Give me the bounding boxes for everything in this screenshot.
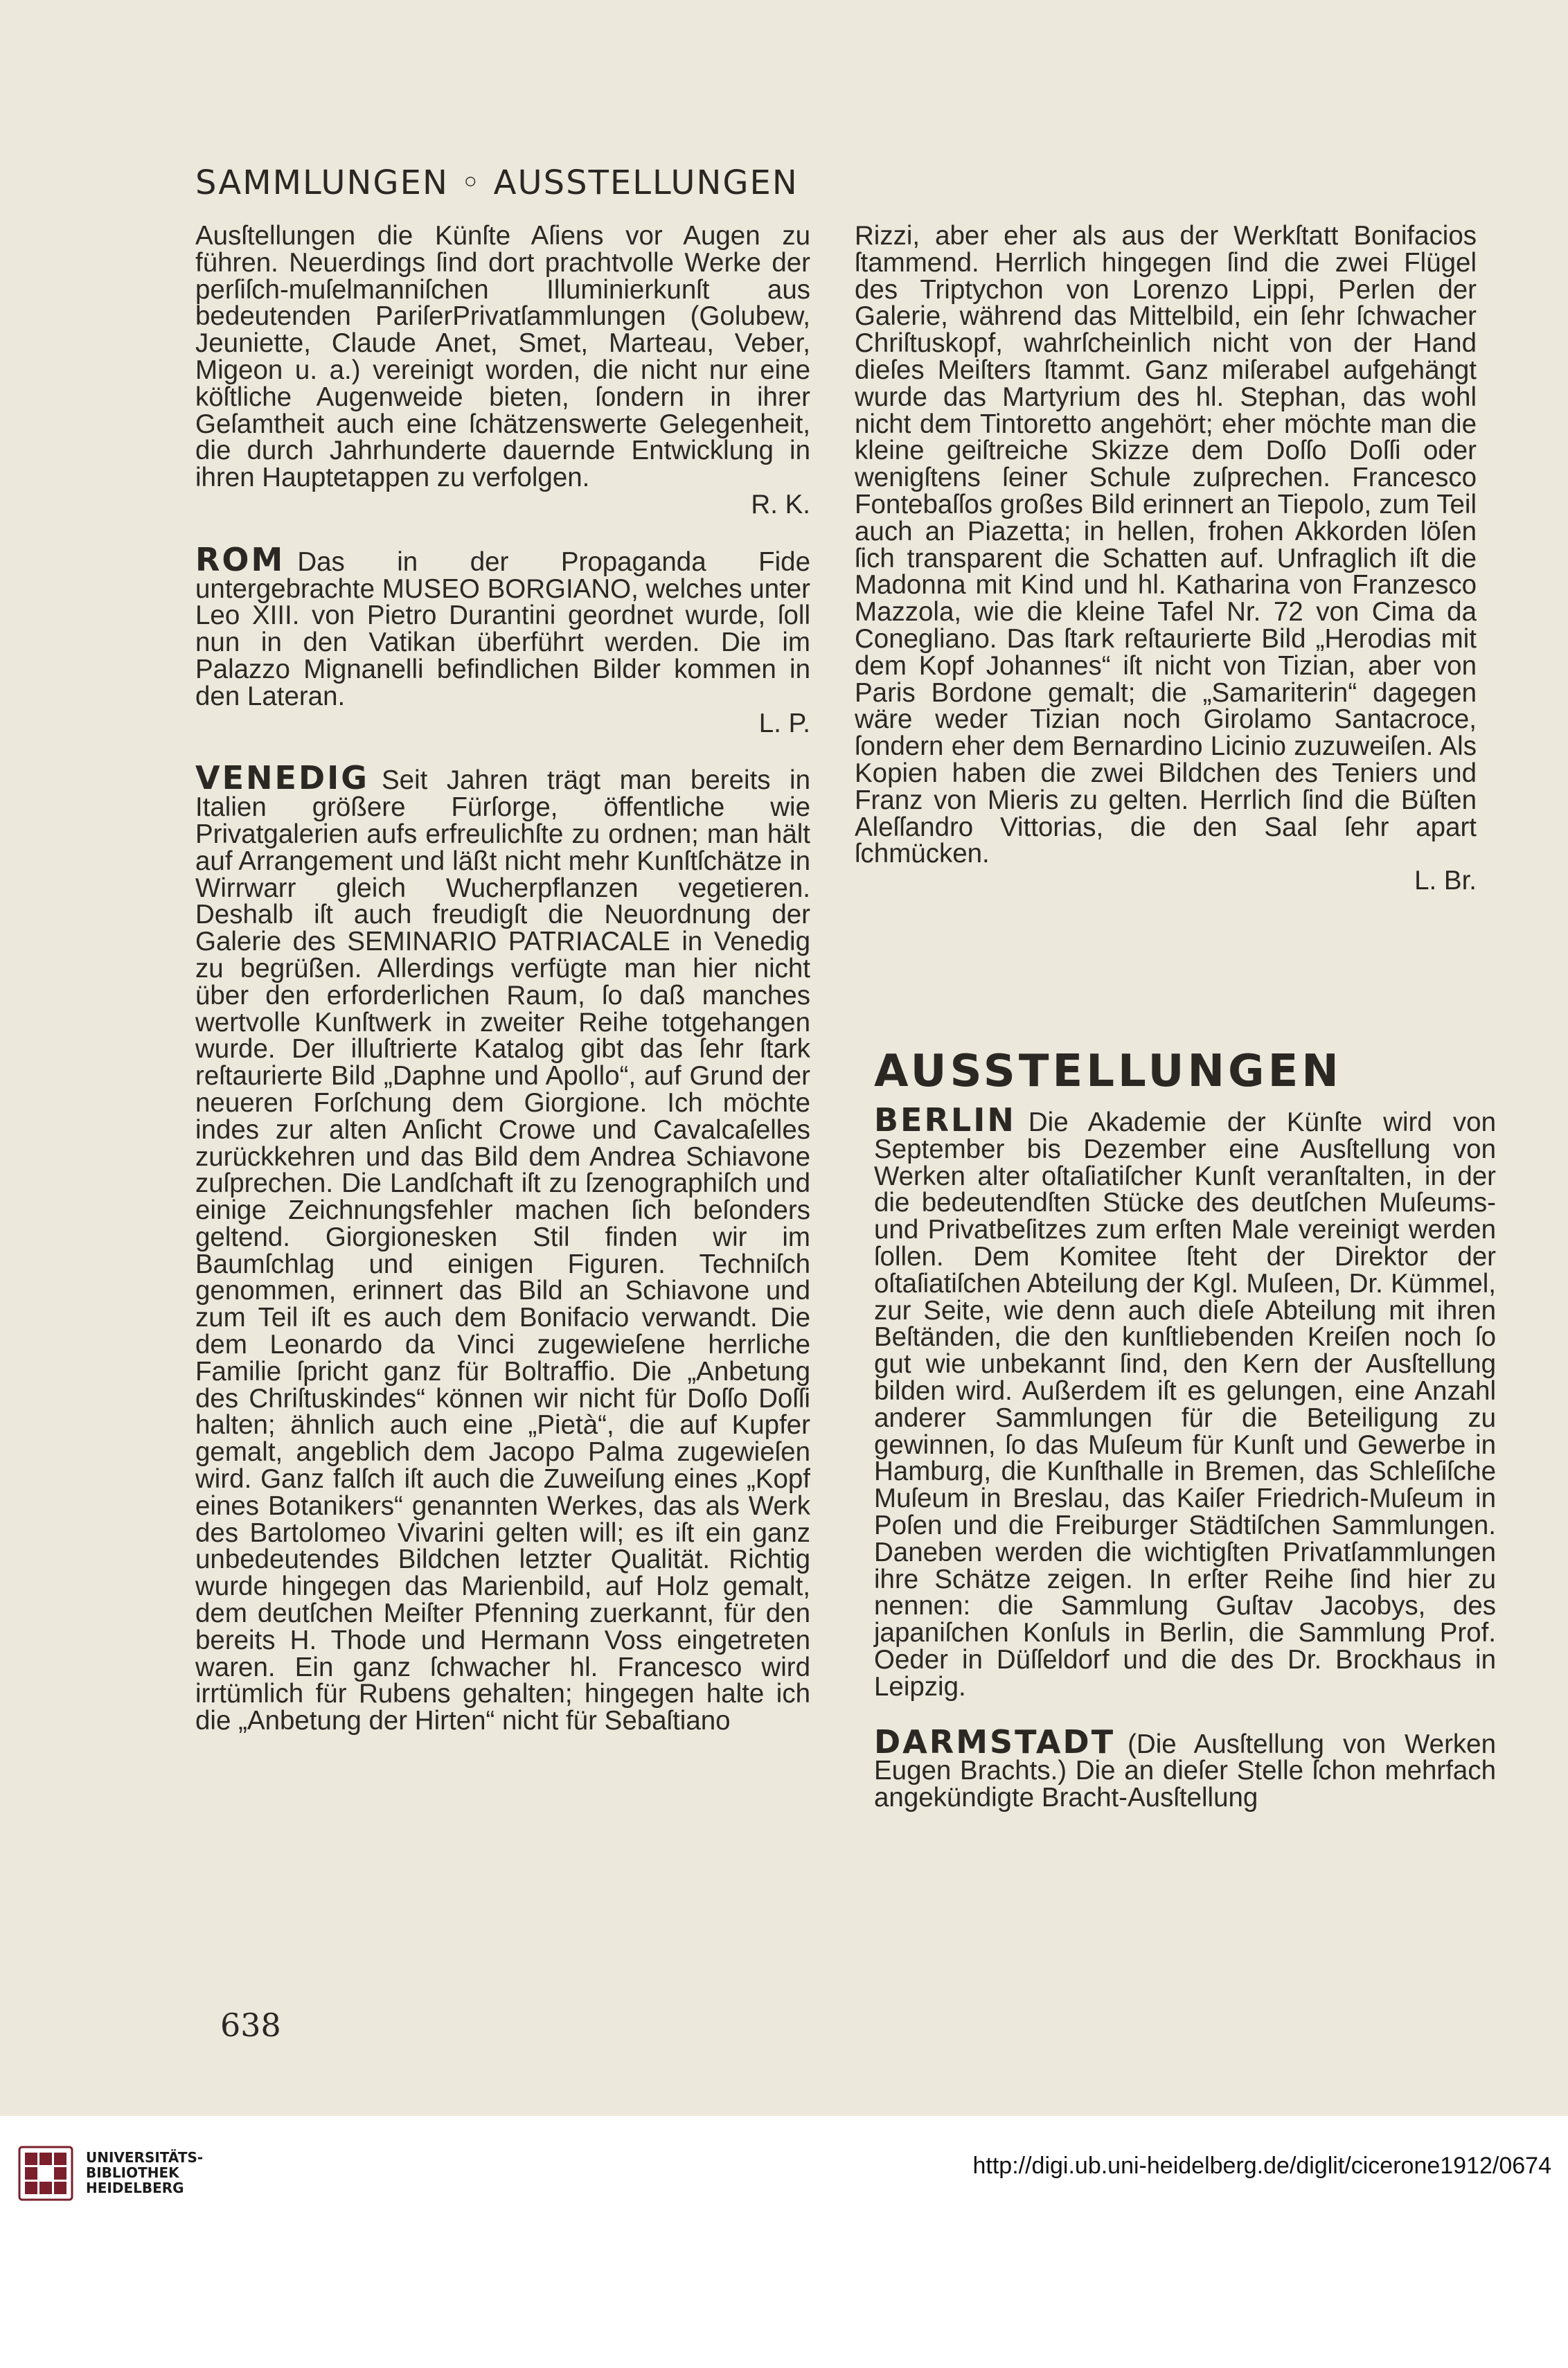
venedig-text: Seit Jahren trägt man bereits in Italien größere Fürſorge, öffentliche wie Privatgalerien aufs erfreulichſte zu ordnen; man hält auf Arrangement und läßt nicht mehr Kunſtſchätze in Wirrwarr gleich Wucherpflanzen vegetieren. Deshalb iſt auch freudigſt die Neuordnung der Galerie des SEMINARIO PATRIACALE in Venedig zu begrüßen. Allerdings verfügte man hier nicht über den erforderlichen Raum, ſo daß manches wertvolle Kunſtwerk in zweiter Reihe totgehangen wurde. Der illuſtrierte Katalog gibt das ſehr ſtark reſtaurierte Bild „Daphne und Apollo“, auf Grund der neueren Forſchung dem Giorgione. Ich möchte indes zur alten Anſicht Crowe und Cavalcaſelles zurückkehren und das Bild dem Andrea Schiavone zuſprechen. Die Landſchaft iſt zu ſzenographiſch und einige Zeichnungsfehler machen ſich beſonders geltend. Giorgionesken Stil finden wir im Baumſchlag und einigen Figuren. Techniſch genommen, erinnert das Bild an Schiavone und zum Teil iſt es auch dem Bonifacio verwandt. Die dem Leonardo da Vinci zugewieſene herrliche Familie ſpricht ganz für Boltraffio. Die „Anbetung des Chriſtuskindes“ können wir nicht für Doſſo Doſſi halten; ähnlich auch eine „Pietà“, die auf Kupfer gemalt, angeblich dem Jacopo Palma zugewieſen wird. Ganz falſch iſt auch die Zuweiſung eines „Kopf eines Botanikers“ genannten Werkes, das als Werk des Bartolomeo Vivarini gelten will; es iſt ein ganz unbedeutendes Bildchen letzter Qualität. Richtig wurde hingegen das Marienbild, auf Holz gemalt, dem deutſchen Meiſter Pfenning zuerkannt, für den bereits H. Thode und Hermann Voss eingetreten waren. Ein ganz ſchwacher hl. Francesco wird irrtümlich für Rubens gehalten; hingegen halte ich die „Anbetung der Hirten“ nicht für Sebaſtiano [195, 765, 810, 1736]
venedig-cont-text: Rizzi, aber eher als aus der Werkſtatt Bonifacios ſtammend. Herrlich hingegen ſind die zwei Flügel des Triptychon von Lorenzo Lippi, Perlen der Galerie, während das Mittelbild, ein ſehr ſchwacher Chriſtuskopf, wahrſcheinlich nicht von der Hand dieſes Meiſters ſtammt. Ganz miſerabel aufgehängt wurde das Martyrium des hl. Stephan, das wohl nicht dem Tintoretto angehört; eher möchte man die kleine geiſtreiche Skizze dem Doſſo Doſſi oder wenigſtens ſeiner Schule zuſprechen. Francesco Fontebaſſos großes Bild erinnert an Tiepolo, zum Teil auch an Piazetta; in hellen, frohen Akkorden löſen ſich transparent die Schatten auf. Unfraglich iſt die Madonna mit Kind und hl. Katharina von Franzesco Mazzola, wie die kleine Tafel Nr. 72 von Cima da Conegliano. Das ſtark reſtaurierte Bild „Herodias mit dem Kopf Johannes“ iſt nicht von Tizian, aber von Paris Bordone gemalt; die „Samariterin“ dagegen wäre weder Tizian noch Girolamo Santacroce, ſondern eher dem Bernardino Licinio zuzuweiſen. Als Kopien haben die zwei Bildchen des Teniers und Franz von Mieris zu gelten. Herrlich ſind die Büſten Aleſſandro Vittorias, die den Saal ſehr apart ſchmücken. [855, 221, 1477, 869]
section-gap [195, 519, 810, 546]
berlin-section [874, 1101, 1496, 1702]
rom-signature: L. P. [758, 708, 810, 738]
intro-text: Ausſtellungen die Künſte Aſiens vor Augen zu führen. Neuerdings ſind dort prachtvolle Werke der perſiſch-muſelmanniſchen Illuminierkunſt aus bedeutenden PariſerPrivatſammlungen (Golubew, Jeuniette, Claude Anet, Smet, Marteau, Veber, Migeon u. a.) vereinigt worden, die nicht nur eine köſtliche Augenweide bieten, ſondern in ihrer Geſamtheit auch eine ſchätzenswerte Gelegenheit, die durch Jahrhunderte dauernde Entwicklung in ihren Hauptetappen zu verfolgen. [195, 221, 810, 493]
venedig-section [195, 759, 810, 1736]
darmstadt-section [874, 1722, 1496, 1813]
darmstadt-heading: DARMSTADT [874, 1722, 1116, 1761]
intro-signature: R. K. [751, 489, 810, 519]
berlin-text: Die Akademie der Künſte wird von September bis Dezember eine Ausſtellung von Werken alter oſtaſiatiſcher Kunſt veranſtalten, in der die bedeutendſten Stücke des deutſchen Muſeums- und Privatbeſitzes zum erſten Male vereinigt werden ſollen. Dem Komitee ſteht der Direktor der oſtaſiatiſchen Abteilung der Kgl. Muſeen, Dr. Kümmel, zur Seite, wie denn auch dieſe Abteilung mit ihren Beſtänden, die den kunſtliebenden Kreiſen noch ſo gut wie unbekannt ſind, den Kern der Ausſtellung bilden wird. Außerdem iſt es gelungen, eine Anzahl anderer Sammlungen für die Beteiligung zu gewinnen, ſo das Muſeum für Kunſt und Gewerbe in Hamburg, die Kunſthalle in Bremen, das Schleſiſche Muſeum in Breslau, das Kaiſer Friedrich-Muſeum in Poſen und die Freiburger Städtiſchen Sammlungen. Daneben werden die wichtigſten Privatſammlungen ihre Schätze zeigen. In erſter Reihe ſind hier zu nennen: die Sammlung Guſtav Jacobys, des japaniſchen Konſuls in Berlin, die Sammlung Prof. Oeder in Düſſeldorf und die des Dr. Brockhaus in Leipzig. [874, 1107, 1496, 1702]
ausstellungen-heading: AUSSTELLUNGEN [874, 1046, 1342, 1097]
darmstadt-text: (Die Ausſtellung von Werken Eugen Brachts.) Die an dieſer Stelle ſchon mehrfach angekündigte Bracht-Ausſtellung [874, 1729, 1496, 1813]
rom-text: Das in der Propaganda Fide untergebrachte MUSEO BORGIANO, welches unter Leo XIII. von Pietro Durantini geordnet wurde, ſoll nun in den Vatikan überführt werden. Die im Palazzo Mignanelli befindlichen Bilder kommen in den Lateran. [195, 546, 811, 711]
library-line-1: UNIVERSITÄTS- [86, 2149, 204, 2166]
left-column [195, 223, 810, 1735]
running-head: SAMMLUNGEN ◦ AUSSTELLUNGEN [195, 163, 799, 202]
library-line-2: BIBLIOTHEK [86, 2164, 179, 2181]
library-logo-text[interactable] [86, 2150, 203, 2196]
university-seal-icon [18, 2146, 73, 2201]
source-url-link[interactable]: http://digi.ub.uni-heidelberg.de/diglit/cicerone1912/0674 [972, 2153, 1551, 2179]
berlin-heading: BERLIN [874, 1101, 1016, 1139]
right-column-top [855, 223, 1477, 895]
venedig-heading: VENEDIG [195, 759, 369, 797]
intro-paragraph [195, 223, 810, 519]
library-line-3: HEIDELBERG [86, 2180, 184, 2196]
rom-section [195, 540, 811, 738]
venedig-continuation [855, 223, 1477, 895]
rom-heading: ROM [195, 540, 285, 578]
page-number: 638 [220, 2006, 281, 2044]
venedig-signature: L. Br. [1414, 866, 1477, 896]
right-column-bottom [874, 1101, 1496, 1813]
